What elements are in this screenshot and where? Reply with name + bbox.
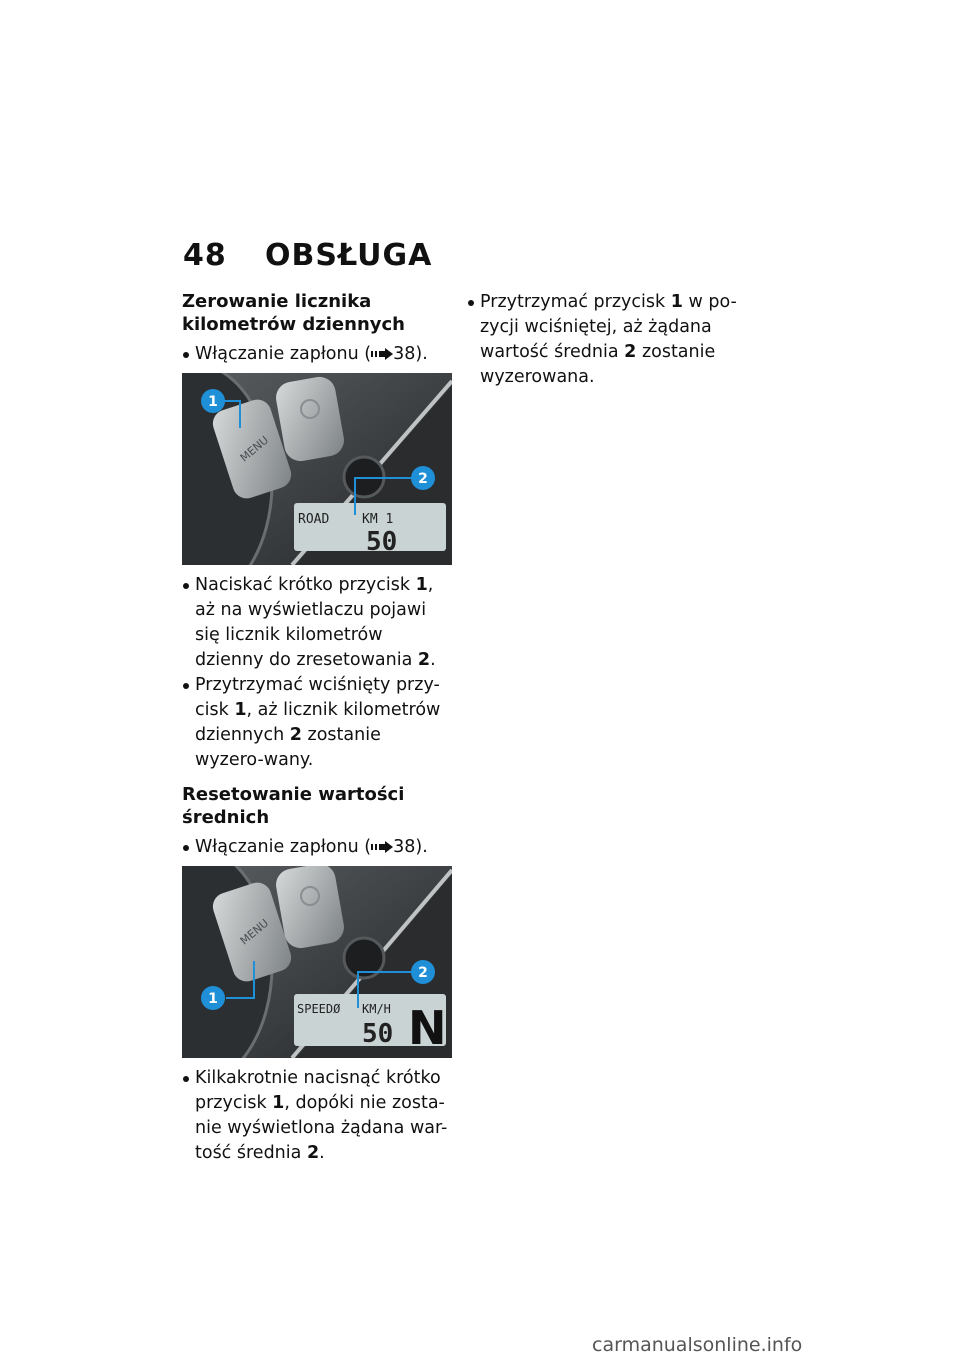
lcd-gear-text: N xyxy=(408,1001,447,1055)
step-press-short xyxy=(182,573,452,673)
menu-button-label: MENU xyxy=(237,433,272,465)
page-reference: 38). xyxy=(393,344,428,364)
watermark: carmanualsonline.info xyxy=(592,1334,803,1356)
section-title-zerowanie xyxy=(182,290,452,336)
ignition-step xyxy=(182,835,452,860)
step-text: . xyxy=(319,1143,325,1163)
step-text: zostanie wyzero-wany. xyxy=(195,725,381,770)
section-title-line: średnich xyxy=(182,807,270,828)
step-text: aż na wyświetlaczu pojawi się licznik kilometrów dzienny do zresetowania xyxy=(195,600,427,670)
step-hold-reset xyxy=(467,290,747,390)
handlebar-photo-speed xyxy=(182,866,452,1058)
lcd-unit-text: KM 1 xyxy=(362,512,394,527)
step-text: , aż licznik kilometrów dziennych xyxy=(195,700,441,745)
ref-1: 1 xyxy=(670,292,683,312)
section-title-line: Zerowanie licznika xyxy=(182,291,372,312)
lcd-value-text: 50 xyxy=(366,527,398,557)
left-column xyxy=(182,290,452,1166)
callout-2-label: 2 xyxy=(418,965,428,981)
step-text: Kilkakrotnie nacisnąć krótko przycisk xyxy=(195,1068,441,1113)
step-text: . xyxy=(430,650,436,670)
step-text: Przytrzymać wciśnięty przy-cisk xyxy=(195,675,440,720)
step-text: , xyxy=(427,575,434,595)
ref-1: 1 xyxy=(272,1093,285,1113)
step-hold xyxy=(182,673,452,773)
ref-2: 2 xyxy=(289,725,302,745)
ignition-text: Włączanie zapłonu ( xyxy=(195,837,372,857)
step-text: , dopóki nie zosta-nie wyświetlona żądana war-tość średnia xyxy=(195,1093,448,1163)
callout-2-label: 2 xyxy=(418,471,428,487)
lcd-mode-text: ROAD xyxy=(298,512,330,527)
section-title-resetowanie xyxy=(182,783,452,829)
ignition-step xyxy=(182,342,452,367)
page-reference-arrow-icon xyxy=(371,348,393,360)
page-reference: 38). xyxy=(393,837,428,857)
page-header xyxy=(183,238,432,273)
lcd-unit-text: KM/H xyxy=(362,1002,391,1016)
ref-1: 1 xyxy=(415,575,428,595)
section-title-line: kilometrów dziennych xyxy=(182,314,405,335)
lcd-mode-text: SPEEDØ xyxy=(297,1002,341,1016)
page-number: 48 xyxy=(183,238,227,273)
step-text: Przytrzymać przycisk xyxy=(480,292,666,312)
ref-1: 1 xyxy=(234,700,247,720)
callout-1-label: 1 xyxy=(208,991,218,1007)
chapter-title: OBSŁUGA xyxy=(265,238,433,273)
page-reference-arrow-icon xyxy=(371,841,393,853)
right-column xyxy=(467,290,747,390)
step-text: w po-zycji wciśniętej, aż żądana wartość średnia xyxy=(480,292,737,362)
callout-1-label: 1 xyxy=(208,394,218,410)
lcd-value-text: 50 xyxy=(362,1019,394,1049)
ref-2: 2 xyxy=(306,1143,320,1163)
section-title-line: Resetowanie wartości xyxy=(182,784,405,805)
menu-button-label: MENU xyxy=(237,916,272,948)
step-text: zostanie wyzerowana. xyxy=(480,342,716,387)
step-press-repeatedly xyxy=(182,1066,452,1166)
ref-2: 2 xyxy=(417,650,431,670)
ignition-text: Włączanie zapłonu ( xyxy=(195,344,372,364)
handlebar-photo-trip xyxy=(182,373,452,565)
step-text: Naciskać krótko przycisk xyxy=(195,575,411,595)
ref-2: 2 xyxy=(624,342,637,362)
